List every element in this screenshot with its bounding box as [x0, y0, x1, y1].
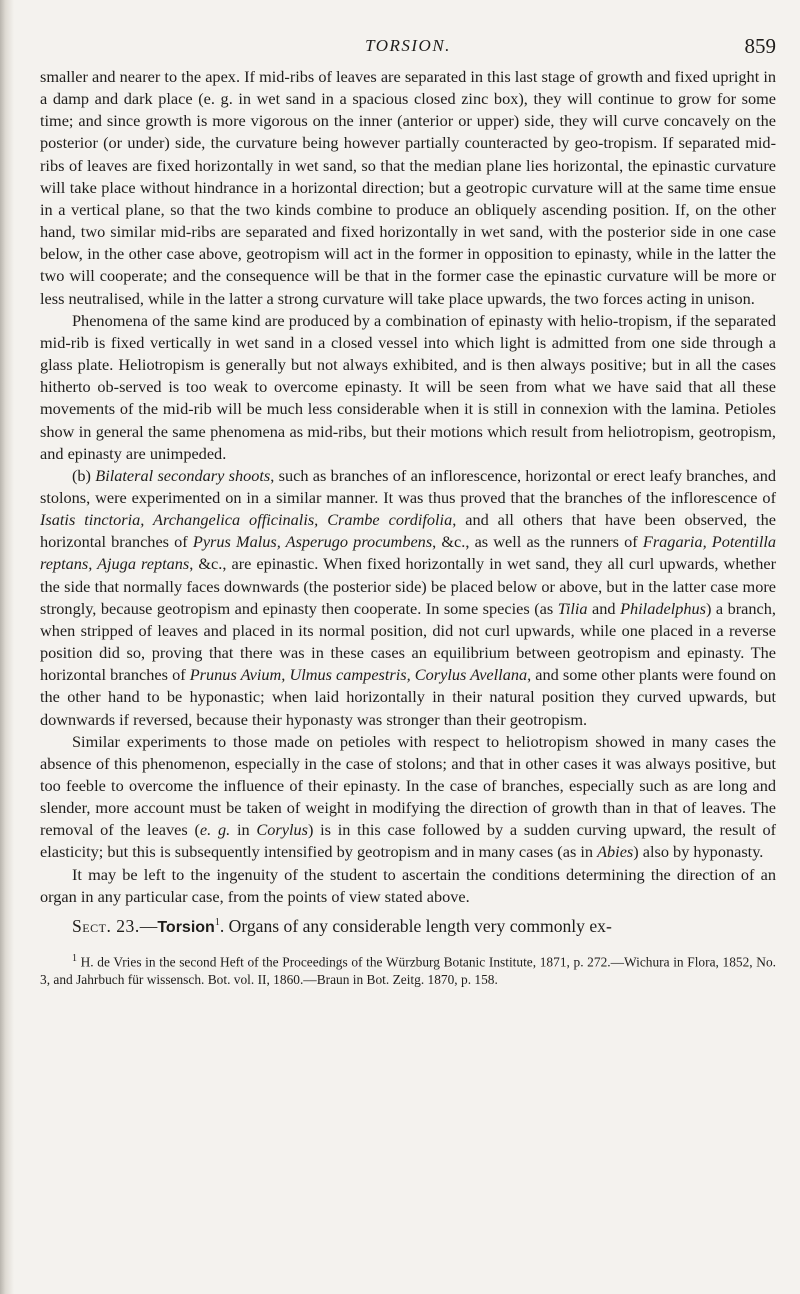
section-text: . Organs of any considerable length very commonly ex-	[219, 915, 612, 936]
running-head: TORSION.	[365, 36, 451, 55]
text-run: , and some other plants were found on the other hand to be hyponastic; when laid horizontally in their natural position they curved upwards, but downwards if reversed, because their hyponasty was stronger than their geotropism.	[40, 665, 777, 729]
italic-term: Philadelphus	[620, 598, 706, 618]
italic-term: Abies	[597, 842, 634, 862]
section-dash: —	[139, 915, 158, 936]
footnote-1	[40, 950, 776, 989]
paragraph-3	[40, 465, 776, 731]
paragraph-5: It may be left to the ingenuity of the student to ascertain the conditions determining the direction of an organ in any particular case, from the points of view stated above.	[40, 864, 776, 906]
section-label: Sect. 23.	[72, 915, 140, 936]
paragraph-4	[40, 731, 776, 864]
text-run: (b)	[72, 465, 96, 485]
text-run: and	[587, 598, 621, 618]
section-heading	[40, 910, 776, 940]
italic-term: Tilia	[557, 598, 588, 618]
text-run: , &c., as well as the runners of	[432, 532, 643, 552]
italic-term: Prunus Avium, Ulmus campestris, Corylus Avellana	[189, 665, 528, 685]
italic-term: Isatis tinctoria, Archangelica officinalis, Crambe cordifolia	[40, 510, 453, 530]
italic-term: Corylus	[256, 820, 308, 840]
text-run: , &c., are epinastic. When fixed horizontally in wet sand, they all curl upwards, whether the side that normally faces downwards (the posterior side) be placed below or above, but in the latter case more strongly, because geotropism and epinasty then cooperate. In some species (as	[40, 554, 776, 618]
text-run: ) is in this case followed by a sudden curving upward, the result of elasticity; but this is subsequently intensified by geotropism and in many cases (as in	[40, 820, 777, 862]
italic-term: Fragaria, Potentilla reptans, Ajuga reptans	[40, 532, 777, 574]
body-text	[40, 66, 776, 940]
paragraph-2: Phenomena of the same kind are produced by a combination of epinasty with helio-tropism, if the separated mid-rib is fixed vertically in wet sand in a closed vessel into which light is admitted from one side through a glass plate. Heliotropism is generally but not always exhibited, and is then always positive; but in all the cases hitherto ob-served is too weak to overcome epinasty. It will be seen from what we have said that all these movements of the mid-rib will be much less considerable when it is still in connexion with the lamina. Petioles show in general the same phenomena as mid-ribs, but their motions which result from heliotropism, geotropism, and epinasty are unimpeded.	[40, 310, 776, 463]
text-run: , and all others that have been observed, the horizontal branches of	[40, 510, 776, 552]
text-run: in	[230, 820, 257, 840]
text-run: Similar experiments to those made on petioles with respect to heliotropism showed in many cases the absence of this phenomenon, especially in the case of stolons; and that in other cases it was always positive, but too feeble to overcome the influence of their epinasty. In the case of branches, especially such as are long and slender, more account must be taken of weight in modifying the direction of growth than in that of leaves. The removal of the leaves (	[40, 731, 776, 840]
book-page	[40, 36, 776, 989]
page-header	[40, 36, 776, 66]
footnotes	[40, 950, 776, 989]
italic-term: e. g.	[199, 820, 231, 840]
page-number: 859	[744, 34, 776, 58]
paragraph-1: smaller and nearer to the apex. If mid-ribs of leaves are separated in this last stage of growth and fixed upright in a damp and dark place (e. g. in wet sand in a spacious closed zinc box), they will continue to grow for some time; and since growth is more vigorous on the inner (anterior or upper) side, they will curve concavely on the posterior (or under) side, the curvature being however partially counteracted by geo-tropism. If separated mid-ribs of leaves are fixed horizontally in wet sand, so that the median plane lies horizontal, the epinastic curvature will take place without hindrance in a horizontal direction; but a geotropic curvature will at the same time ensue in a vertical plane, so that the two kinds combine to produce an obliquely ascending position. If, on the other hand, two similar mid-ribs are separated and fixed horizontally in wet sand, with the posterior side in one case below, in the other case above, geotropism will act in the former in opposition to epinasty, while in the latter the two will cooperate; and the consequence will be that in the former case the epinastic curvature will be more or less neutralised, while in the latter a strong curvature will take place upwards, the two forces acting in unison.	[40, 67, 776, 308]
text-run: , such as branches of an inflorescence, horizontal or erect leafy branches, and stolons, were experimented on in a similar manner. It was thus proved that the branches of the inflorescence of	[40, 465, 776, 507]
footnote-reference[interactable]: 1	[214, 916, 220, 928]
footnote-mark: 1	[72, 952, 77, 964]
text-run: ) a branch, when stripped of leaves and placed in its normal position, did not curl upwards, while one placed in a reverse position did so, proving that there was in these cases an equilibrium between geotropism and epinasty. The horizontal branches of	[40, 598, 776, 685]
italic-term: Pyrus Malus, Asperugo procumbens	[192, 532, 433, 552]
page-edge-shadow	[0, 0, 14, 1294]
section-title: Torsion	[157, 918, 215, 936]
italic-term: Bilateral secondary shoots	[95, 465, 271, 485]
text-run: ) also by hyponasty.	[633, 842, 764, 862]
footnote-text: H. de Vries in the second Heft of the Proceedings of the Würzburg Botanic Institute, 1871, p. 272.—Wichura in Flora, 1852, No. 3, and Jahrbuch für wissensch. Bot. vol. II, 1860.—Braun in Bot. Zeitg. 1870, p. 158.	[40, 954, 776, 988]
